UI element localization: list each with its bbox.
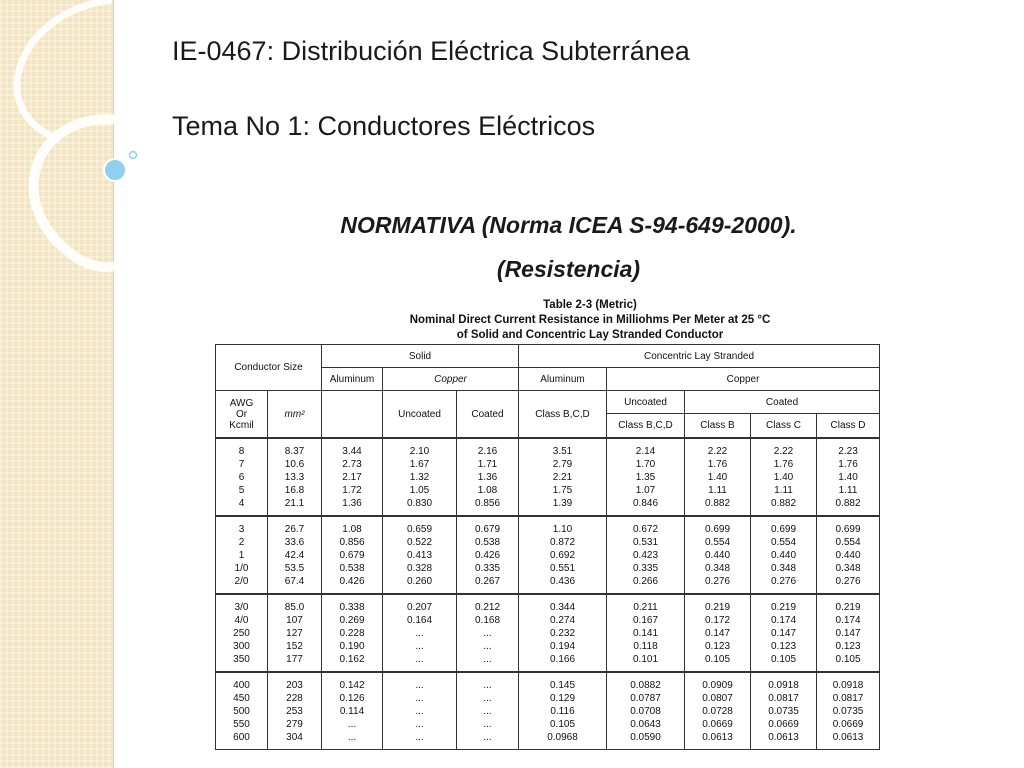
header-concentric: Concentric Lay Stranded [519,345,880,368]
stranded-aluminum-column [519,438,607,516]
table-cell-value: 26.7 [284,523,305,535]
table-caption-line: Nominal Direct Current Resistance in Milliohms Per Meter at 25 °C [409,314,771,326]
header-solid-aluminum: Aluminum [322,368,383,391]
table-cell-value: 0.436 [549,575,576,587]
table-cell-value: 42.4 [284,549,305,561]
stranded-copper-uncoated-column [607,672,685,750]
table-cell-value: 2.23 [838,445,858,457]
table-cell-value: 1.76 [707,458,728,470]
mm2-column [268,594,322,672]
table-cell-value: 0.123 [835,640,861,652]
table-cell-value: 10.6 [284,458,305,470]
stranded-copper-uncoated-column [607,594,685,672]
table-cell-value: 0.0817 [832,692,864,704]
table-row [216,438,880,516]
resistance-heading: (Resistencia) [496,256,641,282]
table-cell-value: 0.348 [704,562,731,574]
table-cell-value: 350 [233,653,250,665]
table-cell-value: 1.11 [774,484,793,496]
ring-decoration [0,0,200,300]
stranded-copper-class-d-column [817,594,880,672]
table-cell-value: 1.39 [552,497,573,509]
table-cell-value: 0.147 [835,627,861,639]
header-mm2: mm² [268,391,322,439]
table-cell-value: 279 [286,718,303,730]
table-cell-value: 1.35 [635,471,656,483]
table-cell-value: 7 [238,458,245,470]
solid-aluminum-column [322,594,383,672]
table-cell-value: ... [483,731,492,743]
table-cell-value: 400 [233,679,250,691]
table-cell-value: 0.232 [549,627,576,639]
table-cell-value: 0.0817 [768,692,799,704]
table-cell-value: 0.190 [339,640,365,652]
table-cell-value: 0.105 [835,653,861,665]
table-cell-value: ... [483,718,492,730]
stranded-copper-class-c-column [751,438,817,516]
table-cell-value: 304 [286,731,303,743]
header-stranded-uncoated: Uncoated [607,391,685,414]
dot-small-icon [130,152,137,159]
stranded-copper-class-d-column [817,438,880,516]
table-cell-value: 0.0728 [702,705,733,717]
table-cell-value: 0.164 [406,614,433,626]
table-cell-value: 3 [238,523,245,535]
table-cell-value: 300 [233,640,250,652]
table-cell-value: 1.75 [552,484,573,496]
table-cell-value: 1.10 [552,523,573,535]
header-class-c: Class C [751,414,817,438]
table-cell-value: 1.07 [635,484,656,496]
table-cell-value: 2/0 [234,575,249,587]
table-cell-value: 0.123 [704,640,731,652]
slide-title: IE-0467: Distribución Eléctrica Subterránea [172,36,690,66]
table-cell-value: 0.328 [406,562,433,574]
table-cell-value: 0.423 [632,549,659,561]
table-cell-value: 0.344 [549,601,576,613]
table-cell-value: ... [483,653,492,665]
table-cell-value: 0.142 [339,679,365,691]
stranded-aluminum-column [519,594,607,672]
table-cell-value: 0.882 [835,497,861,509]
table-cell-value: 0.554 [835,536,861,548]
table-cell-value: 0.228 [339,627,365,639]
table-cell-value: 2.22 [773,445,794,457]
table-cell-value: 0.0787 [630,692,661,704]
mm2-column [268,516,322,594]
solid-copper-coated-column [457,594,519,672]
table-cell-value: 0.554 [770,536,797,548]
table-cell-value: 0.267 [474,575,501,587]
stranded-copper-uncoated-column [607,516,685,594]
table-cell-value: 0.522 [406,536,433,548]
table-cell-value: 0.174 [835,614,861,626]
header-cu-class-bcd: Class B,C,D [607,414,685,438]
header-solid-uncoated: Uncoated [383,391,457,439]
table-cell-value: 0.147 [704,627,731,639]
table-cell-value: ... [415,692,424,704]
table-cell-value: 6 [238,471,245,483]
table-cell-value: 1.76 [838,458,858,470]
table-cell-value: 1.67 [409,458,430,470]
table-cell-value: 0.413 [406,549,433,561]
header-solid: Solid [322,345,519,368]
normative-heading: NORMATIVA (Norma ICEA S-94-649-2000). [340,212,797,238]
stranded-copper-class-b-column [685,594,751,672]
table-cell-value: 0.679 [474,523,501,535]
stranded-copper-class-d-column [817,516,880,594]
stranded-aluminum-column [519,672,607,750]
table-cell-value: 0.145 [549,679,576,691]
table-cell-value: 0.126 [339,692,365,704]
solid-copper-uncoated-column [383,594,457,672]
stranded-copper-class-c-column [751,672,817,750]
table-cell-value: 2 [238,536,245,548]
table-caption [330,298,850,343]
table-cell-value: 0.219 [770,601,797,613]
table-cell-value: 0.212 [474,601,501,613]
dot-large-icon [104,159,126,181]
slide-topic: Tema No 1: Conductores Eléctricos [172,111,596,141]
table-cell-value: 0.0590 [630,731,661,743]
table-row [216,516,880,594]
table-cell-value: 1.36 [342,497,362,509]
table-cell-value: 2.14 [635,445,656,457]
table-cell-value: ... [415,718,424,730]
table-cell-value: 0.856 [339,536,365,548]
table-cell-value: 0.856 [474,497,501,509]
table-cell-value: 0.219 [835,601,861,613]
table-cell-value: 500 [233,705,250,717]
table-cell-value: 0.551 [549,562,576,574]
table-cell-value: ... [483,692,492,704]
stranded-copper-class-c-column [751,594,817,672]
table-cell-value: 177 [286,653,303,665]
table-cell-value: 0.269 [339,614,365,626]
table-cell-value: 0.440 [704,549,731,561]
table-cell-value: 0.194 [549,640,576,652]
table-cell-value: 1 [238,549,245,561]
table-cell-value: 0.426 [474,549,501,561]
solid-copper-uncoated-column [383,672,457,750]
table-cell-value: 0.0882 [630,679,661,691]
table-cell-value: 0.882 [770,497,797,509]
table-cell-value: 0.440 [770,549,797,561]
table-cell-value: 0.101 [632,653,659,665]
table-cell-value: 0.0909 [702,679,733,691]
table-cell-value: 0.162 [339,653,365,665]
header-blank [322,391,383,439]
table-cell-value: 0.260 [406,575,433,587]
table-cell-value: 2.22 [707,445,728,457]
ring-arc-lower [34,119,125,267]
table-body [216,438,880,750]
header-awg-line: Or [235,408,248,420]
table-cell-value: 0.0613 [832,731,864,743]
table-cell-value: 600 [233,731,250,743]
table-cell-value: 0.266 [632,575,659,587]
header-class-d: Class D [817,414,880,438]
table-cell-value: 0.0669 [702,718,733,730]
table-cell-value: ... [483,705,492,717]
table-cell-value: ... [483,679,492,691]
solid-aluminum-column [322,672,383,750]
table-cell-value: 1.40 [773,471,794,483]
table-cell-value: 0.0643 [630,718,661,730]
table-cell-value: 85.0 [284,601,305,613]
table-cell-value: 0.348 [770,562,797,574]
table-cell-value: 228 [286,692,303,704]
table-cell-value: ... [415,653,424,665]
table-cell-value: 1.11 [708,484,727,496]
table-cell-value: ... [483,640,492,652]
solid-copper-coated-column [457,672,519,750]
table-cell-value: 0.0735 [832,705,864,717]
table-cell-value: 203 [286,679,303,691]
table-cell-value: 0.0669 [768,718,799,730]
header-awg-line: AWG [229,397,254,409]
table-cell-value: 21.1 [284,497,305,509]
table-cell-value: 1.08 [342,523,362,535]
table-cell-value: 0.440 [835,549,861,561]
table-cell-value: 0.348 [835,562,861,574]
table-cell-value: 0.426 [339,575,365,587]
table-cell-value: 33.6 [284,536,305,548]
header-awg [216,391,268,439]
header-solid-coated: Coated [457,391,519,439]
table-cell-value: ... [415,640,424,652]
header-stranded-aluminum: Aluminum [519,368,607,391]
table-cell-value: 107 [286,614,303,626]
header-stranded-copper: Copper [607,368,880,391]
table-row [216,672,880,750]
table-cell-value: 1.40 [707,471,728,483]
table-cell-value: 0.114 [339,705,365,717]
resistance-table [215,344,880,750]
table-cell-value: 8.37 [284,445,305,457]
table-cell-value: 8 [238,445,245,457]
table-cell-value: 0.335 [632,562,659,574]
table-cell-value: 2.16 [477,445,498,457]
mm2-column [268,672,322,750]
table-cell-value: 0.141 [632,627,659,639]
table-cell-value: 0.692 [549,549,576,561]
table-cell-value: 0.211 [633,601,658,613]
table-cell-value: 0.105 [770,653,797,665]
table-cell-value: 0.0613 [702,731,733,743]
table-cell-value: 0.0918 [832,679,864,691]
table-cell-value: ... [415,627,424,639]
table-cell-value: ... [415,679,424,691]
table-cell-value: 0.699 [704,523,731,535]
size-column [216,516,268,594]
table-cell-value: 0.276 [770,575,797,587]
header-class-b: Class B [685,414,751,438]
table-cell-value: 1.05 [409,484,430,496]
table-row [216,594,880,672]
solid-aluminum-column [322,438,383,516]
header-awg-line: Kcmil [229,419,254,431]
table-cell-value: 1.76 [773,458,794,470]
table-cell-value: 0.105 [704,653,731,665]
table-cell-value: 0.0735 [768,705,799,717]
table-cell-value: 0.335 [474,562,501,574]
header-stranded-coated: Coated [685,391,880,414]
table-cell-value: 5 [238,484,245,496]
solid-copper-coated-column [457,516,519,594]
mm2-column [268,438,322,516]
table-cell-value: 53.5 [284,562,305,574]
table-cell-value: 0.276 [835,575,861,587]
table-cell-value: 0.172 [704,614,731,626]
table-cell-value: 1/0 [234,562,249,574]
table-cell-value: 0.207 [406,601,433,613]
table-cell-value: 2.21 [552,471,573,483]
table-cell-value: 1.11 [838,484,858,496]
table-cell-value: 3.44 [342,445,362,457]
size-column [216,594,268,672]
solid-copper-uncoated-column [383,516,457,594]
size-column [216,672,268,750]
table-cell-value: 0.846 [632,497,659,509]
table-cell-value: 0.679 [339,549,365,561]
table-cell-value: 13.3 [284,471,305,483]
header-al-class: Class B,C,D [519,391,607,439]
stranded-copper-class-c-column [751,516,817,594]
table-cell-value: ... [347,731,357,743]
table-cell-value: ... [415,705,424,717]
table-cell-value: 0.830 [406,497,433,509]
table-cell-value: 0.168 [474,614,501,626]
table-cell-value: 0.538 [339,562,365,574]
table-cell-value: 0.882 [704,497,731,509]
table-cell-value: 0.699 [835,523,861,535]
table-cell-value: 0.116 [550,705,575,717]
table-cell-value: 0.147 [770,627,797,639]
table-cell-value: 0.0807 [702,692,733,704]
table-cell-value: 0.118 [633,640,658,652]
header-solid-copper: Copper [383,368,519,391]
stranded-copper-class-b-column [685,672,751,750]
table-cell-value: 1.32 [409,471,430,483]
table-cell-value: 0.129 [549,692,576,704]
table-cell-value: 0.872 [549,536,576,548]
table-cell-value: 127 [286,627,303,639]
table-cell-value: ... [483,627,492,639]
table-cell-value: 0.174 [770,614,797,626]
table-cell-value: 2.79 [552,458,573,470]
table-cell-value: 0.166 [549,653,576,665]
solid-copper-coated-column [457,438,519,516]
table-cell-value: 1.08 [477,484,498,496]
header-conductor-size: Conductor Size [216,345,322,391]
table-cell-value: 0.167 [632,614,659,626]
table-caption-line: of Solid and Concentric Lay Stranded Conductor [456,329,724,341]
table-cell-value: 1.40 [838,471,858,483]
table-cell-value: 550 [233,718,250,730]
table-cell-value: 0.219 [704,601,731,613]
table-cell-value: 0.0613 [768,731,799,743]
table-cell-value: 16.8 [284,484,305,496]
table-cell-value: 0.0918 [768,679,799,691]
table-cell-value: 450 [233,692,250,704]
table-cell-value: 0.276 [704,575,731,587]
table-cell-value: 250 [233,627,250,639]
table-cell-value: 1.36 [477,471,498,483]
table-cell-value: 0.338 [339,601,365,613]
table-cell-value: 2.10 [409,445,430,457]
table-cell-value: 0.659 [406,523,433,535]
table-cell-value: 0.0968 [547,731,578,743]
table-cell-value: 0.538 [474,536,501,548]
table-cell-value: 4/0 [234,614,249,626]
table-cell-value: 0.105 [549,718,576,730]
table-cell-value: 4 [238,497,245,509]
stranded-copper-uncoated-column [607,438,685,516]
table-caption-line: Table 2-3 (Metric) [543,299,637,311]
table-cell-value: 67.4 [284,575,305,587]
solid-aluminum-column [322,516,383,594]
table-cell-value: 3/0 [234,601,249,613]
table-cell-value: ... [347,718,357,730]
stranded-copper-class-d-column [817,672,880,750]
table-cell-value: 1.72 [342,484,362,496]
table-cell-value: 2.17 [342,471,362,483]
table-cell-value: 0.672 [632,523,659,535]
table-cell-value: ... [415,731,424,743]
table-cell-value: 1.70 [635,458,656,470]
stranded-copper-class-b-column [685,516,751,594]
table-cell-value: 2.73 [342,458,362,470]
stranded-aluminum-column [519,516,607,594]
table-cell-value: 0.554 [704,536,731,548]
table-cell-value: 0.274 [549,614,576,626]
solid-copper-uncoated-column [383,438,457,516]
table-cell-value: 1.71 [477,458,498,470]
table-cell-value: 0.0708 [630,705,661,717]
table-cell-value: 0.0669 [832,718,864,730]
table-cell-value: 253 [286,705,303,717]
stranded-copper-class-b-column [685,438,751,516]
size-column [216,438,268,516]
table-cell-value: 152 [286,640,303,652]
table-cell-value: 0.699 [770,523,797,535]
table-cell-value: 3.51 [552,445,573,457]
table-cell-value: 0.531 [632,536,659,548]
table-cell-value: 0.123 [770,640,797,652]
